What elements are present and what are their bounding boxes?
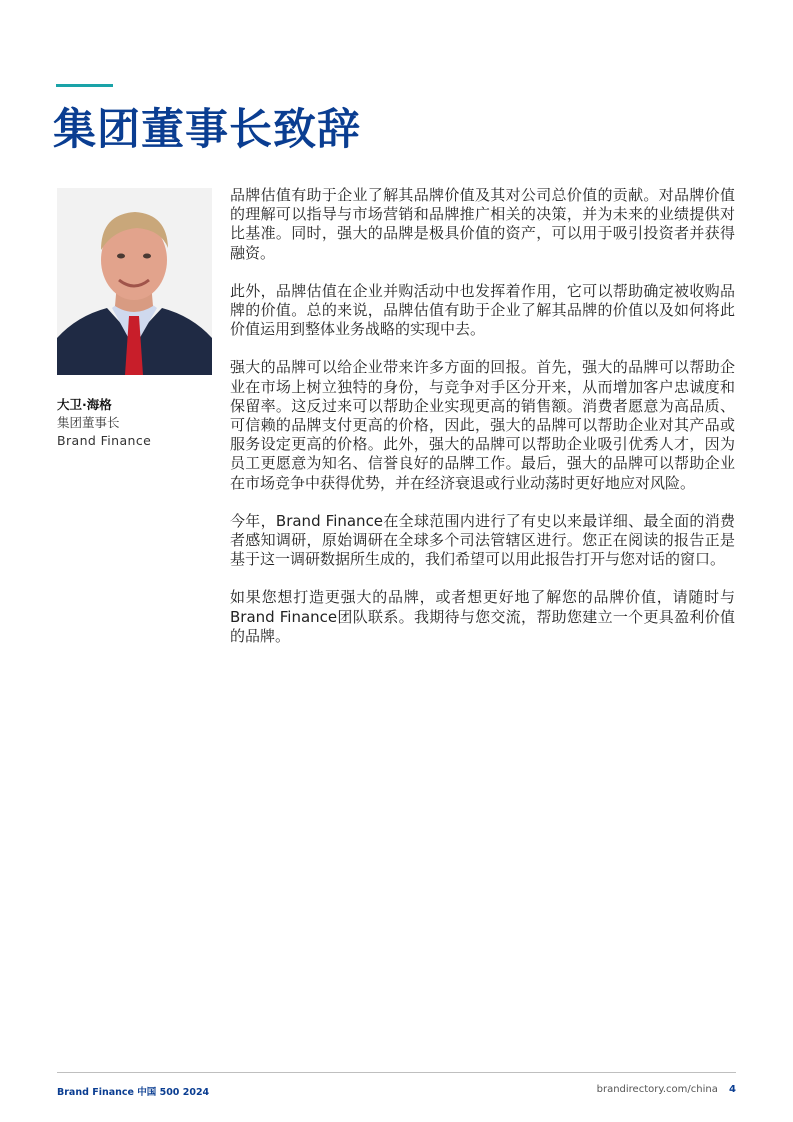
portrait-caption [57, 396, 217, 450]
page-number: 4 [729, 1084, 736, 1095]
author-name: 大卫·海格 [57, 397, 112, 412]
body-paragraph: 今年，Brand Finance在全球范围内进行了有史以来最详细、最全面的消费者感知调研，原始调研在全球多个司法管辖区进行。您正在阅读的报告正是基于这一调研数据所生成的，我们希望可以用此报告打开与您对话的窗口。 [230, 511, 735, 569]
body-paragraph: 如果您想打造更强大的品牌，或者想更好地了解您的品牌价值，请随时与Brand Finance团队联系。我期待与您交流，帮助您建立一个更具盈利价值的品牌。 [230, 588, 735, 645]
body-paragraph: 此外，品牌估值在企业并购活动中也发挥着作用，它可以帮助确定被收购品牌的价值。总的来说，品牌估值有助于企业了解其品牌的价值以及如何将此价值运用到整体业务战略的实现中去。 [230, 281, 735, 339]
page-title: 集团董事长致辞 [53, 105, 361, 155]
footer-right [597, 1084, 736, 1095]
chairman-portrait [57, 188, 212, 375]
footer-publication: Brand Finance 中国 500 2024 [57, 1087, 210, 1098]
title-accent-line [56, 84, 113, 87]
author-role: 集团董事长 [57, 415, 120, 430]
author-company: Brand Finance [57, 433, 152, 448]
body-paragraph: 强大的品牌可以给企业带来许多方面的回报。首先，强大的品牌可以帮助企业在市场上树立独特的身份，与竞争对手区分开来，从而增加客户忠诚度和保留率。这反过来可以帮助企业实现更高的销售额。消费者愿意为高品质、可信赖的品牌支付更高的价格，因此，强大的品牌可以帮助企业对其产品或服务设定更高的价格。此外，强大的品牌可以帮助企业吸引优秀人才，因为员工更愿意为知名、信誉良好的品牌工作。最后，强大的品牌可以帮助企业在市场竞争中获得优势，并在经济衰退或行业动荡时更好地应对风险。 [230, 358, 735, 492]
chairman-portrait-illustration [57, 188, 212, 375]
body-paragraph: 品牌估值有助于企业了解其品牌价值及其对公司总价值的贡献。对品牌价值的理解可以指导与市场营销和品牌推广相关的决策，并为未来的业绩提供对比基准。同时，强大的品牌是极具价值的资产，可以用于吸引投资者并获得融资。 [230, 186, 735, 262]
footer-website-link[interactable]: brandirectory.com/china [596, 1084, 718, 1095]
footer-divider [57, 1072, 736, 1073]
letter-body [230, 186, 735, 665]
